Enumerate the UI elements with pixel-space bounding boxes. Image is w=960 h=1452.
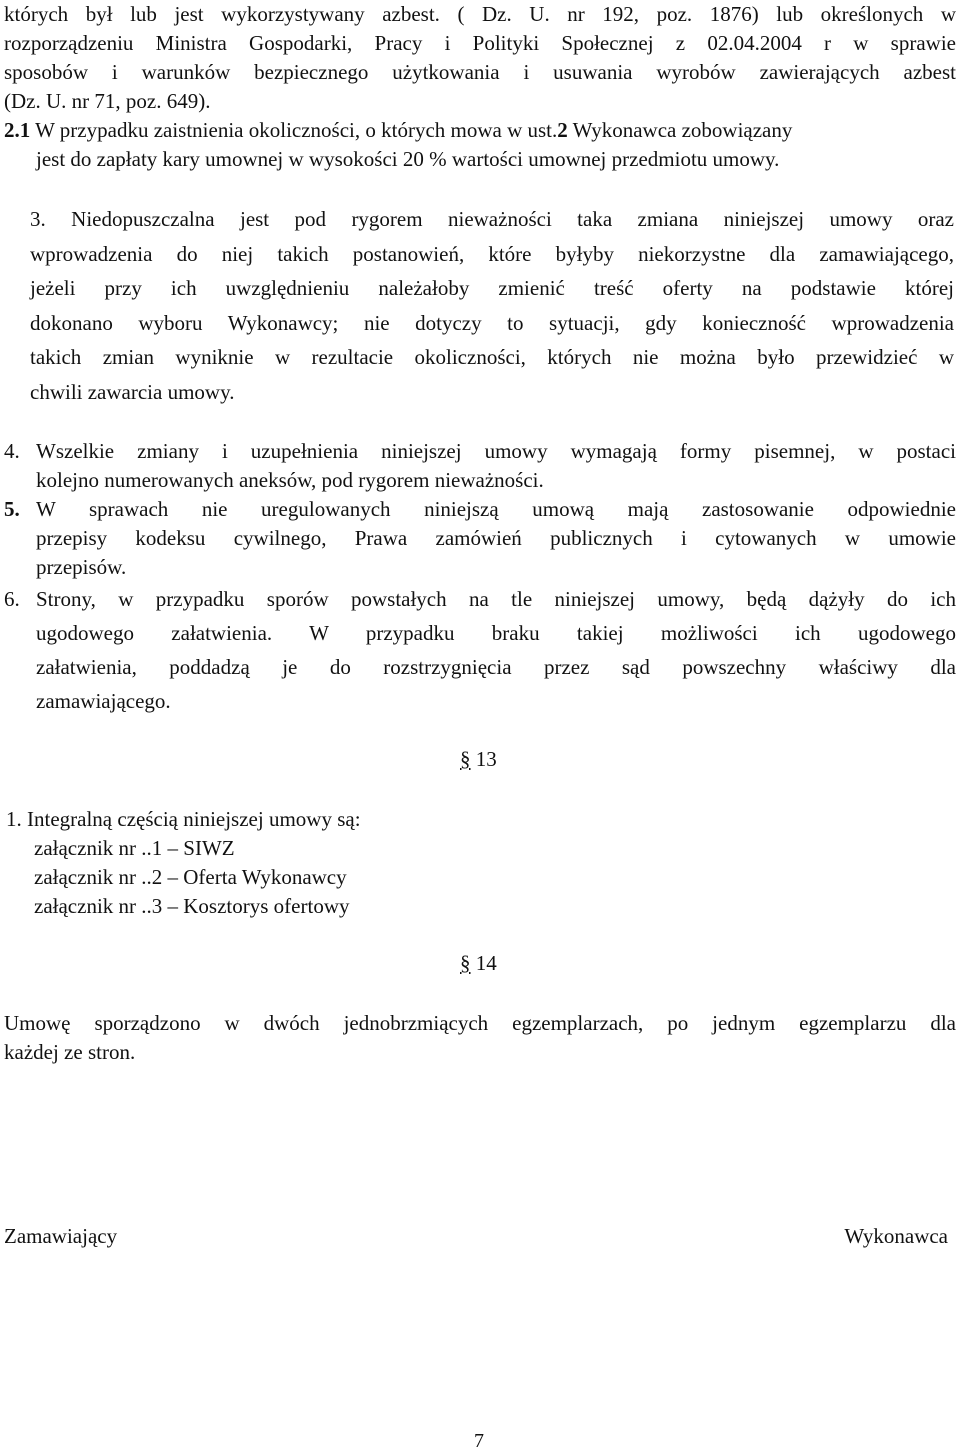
clause-text-line2: jest do zapłaty kary umownej w wysokości 20 % wartości umownej przedmiotu umowy.: [36, 147, 780, 171]
signature-right: Wykonawca: [844, 1224, 948, 1248]
clause-text: przepisy kodeksu cywilnego, Prawa zamówień publicznych i cytowanych w umowie: [36, 526, 956, 550]
attachments-list: [6, 805, 606, 921]
clause-ref: 2: [557, 118, 568, 142]
section-sign: §: [460, 951, 471, 975]
paragraph-line: (Dz. U. nr 71, poz. 649).: [4, 89, 211, 113]
paragraph-line: rozporządzeniu Ministra Gospodarki, Pracy i Polityki Społecznej z 02.04.2004 r w sprawie: [4, 31, 956, 55]
clause-subnumber: 1: [19, 118, 31, 142]
paragraph-line: Umowę sporządzono w dwóch jednobrzmiących egzemplarzach, po jednym egzemplarzu dla: [4, 1011, 956, 1035]
paragraph-line: sposobów i warunków bezpiecznego użytkowania i usuwania wyrobów zawierających azbest: [4, 60, 956, 84]
clause-text: Wszelkie zmiany i uzupełnienia niniejszej umowy wymagają formy pisemnej, w postaci: [36, 439, 956, 463]
paragraph-line: wprowadzenia do niej takich postanowień, które byłyby niekorzystne dla zamawiającego,: [30, 241, 954, 266]
attachment-item: załącznik nr ..2 – Oferta Wykonawcy: [34, 865, 347, 889]
paragraph-line: chwili zawarcia umowy.: [30, 379, 235, 404]
section-number: 13: [470, 747, 497, 771]
paragraph-line: jeżeli przy ich uwzględnieniu należałoby zmienić treść oferty na podstawie której: [30, 276, 954, 300]
attachment-item: załącznik nr ..1 – SIWZ: [34, 836, 235, 860]
closing-paragraph: [4, 1009, 956, 1067]
clause-text: W sprawach nie uregulowanych niniejszą umową mają zastosowanie odpowiednie: [36, 497, 956, 521]
paragraph-line: których był lub jest wykorzystywany azbest. ( Dz. U. nr 192, poz. 1876) lub określonych w: [4, 2, 956, 26]
clause-4: [4, 437, 956, 495]
section-number: 14: [470, 951, 497, 975]
section-sign: §: [460, 747, 471, 771]
signature-left: Zamawiający: [4, 1224, 118, 1248]
clause-number: 4.: [4, 439, 20, 463]
clause-text: W przypadku zaistnienia okoliczności, o których mowa w ust.: [30, 118, 558, 142]
clause-text: Strony, w przypadku sporów powstałych na tle niniejszej umowy, będą dążyły do ich: [36, 587, 956, 611]
section-14-heading: [460, 951, 497, 976]
clause-5: [4, 495, 956, 582]
clause-2-1: [4, 116, 956, 174]
paragraph-line: każdej ze stron.: [4, 1040, 136, 1064]
attachment-item: załącznik nr ..3 – Kosztorys ofertowy: [34, 894, 350, 918]
section-13-heading: [460, 747, 497, 772]
clause-number: 6.: [4, 587, 20, 611]
attachments-intro: 1. Integralną częścią niniejszej umowy są:: [6, 807, 361, 831]
paragraph-line: dokonano wyboru Wykonawcy; nie dotyczy to sytuacji, gdy konieczność wprowadzenia: [30, 310, 954, 335]
paragraph-line: takich zmian wyniknie w rezultacie okoliczności, których nie można było przewidzieć w: [30, 345, 954, 369]
clause-text: przepisów.: [36, 555, 127, 579]
clause-text: załatwienia, poddadzą je do rozstrzygnięcia przez sąd powszechny właściwy dla: [36, 655, 956, 679]
clause-number: 2.: [4, 118, 20, 142]
clause-text: zamawiającego.: [36, 689, 171, 713]
clause-text: ugodowego załatwienia. W przypadku braku takiej możliwości ich ugodowego: [36, 621, 956, 645]
intro-paragraph: [4, 0, 956, 116]
clause-number: 5.: [4, 497, 20, 521]
clause-text: kolejno numerowanych aneksów, pod rygorem nieważności.: [36, 468, 544, 492]
paragraph-line: 3. Niedopuszczalna jest pod rygorem nieważności taka zmiana niniejszej umowy oraz: [30, 207, 954, 231]
clause-6: [4, 582, 956, 718]
page-number: 7: [474, 1430, 484, 1452]
clause-text-tail: Wykonawca zobowiązany: [567, 118, 793, 142]
clause-3: [30, 202, 954, 409]
